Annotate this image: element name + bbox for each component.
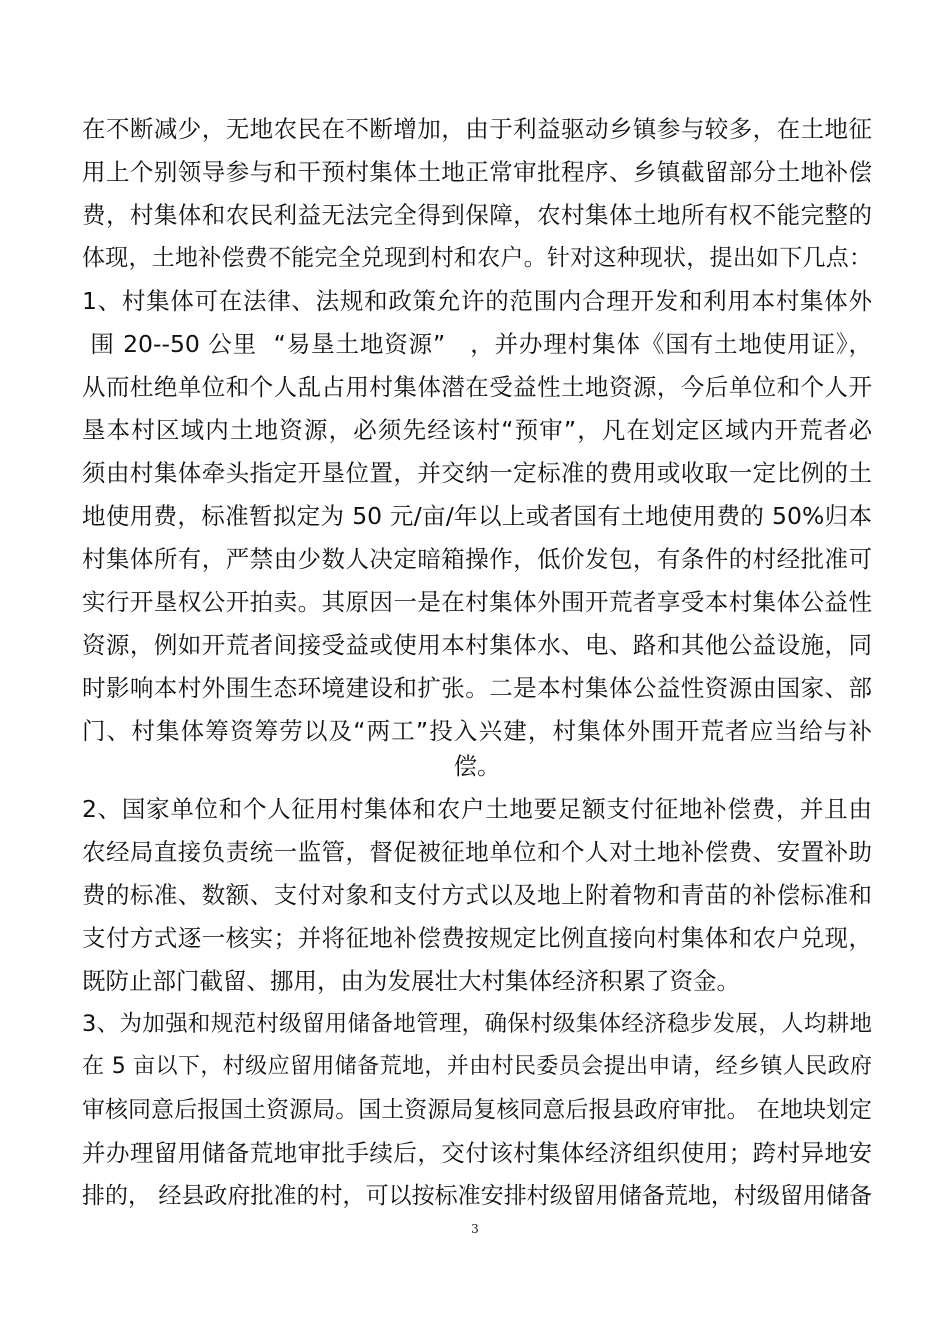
text-line: 2、国家单位和个人征用村集体和农户土地要足额支付征地补偿费，并且由 <box>82 795 872 823</box>
text-line: 从而杜绝单位和个人乱占用村集体潜在受益性土地资源，今后单位和个人开 <box>82 373 872 401</box>
text-line: 在不断减少，无地农民在不断增加，由于利益驱动乡镇参与较多，在土地征 <box>82 115 872 143</box>
text-line: 农经局直接负责统一监管，督促被征地单位和个人对土地补偿费、安置补助 <box>82 838 872 866</box>
text-line: 排的， 经县政府批准的村，可以按标准安排村级留用储备荒地，村级留用储备 <box>82 1183 872 1209</box>
text-line: 费的标准、数额、支付对象和支付方式以及地上附着物和青苗的补偿标准和 <box>82 881 872 909</box>
text-line: 1、村集体可在法律、法规和政策允许的范围内合理开发和利用本村集体外 <box>82 287 872 315</box>
text-line: 支付方式逐一核实；并将征地补偿费按规定比例直接向村集体和农户兑现， <box>82 924 872 952</box>
text-line: 实行开垦权公开拍卖。其原因一是在村集体外围开荒者享受本村集体公益性 <box>82 588 872 616</box>
text-line: 用上个别领导参与和干预村集体土地正常审批程序、乡镇截留部分土地补偿 <box>82 158 872 186</box>
text-line: 偿。 <box>453 752 501 780</box>
text-line: 在 5 亩以下，村级应留用储备荒地，并由村民委员会提出申请，经乡镇人民政府 <box>82 1054 872 1079</box>
text-line: 体现，土地补偿费不能完全兑现到村和农户。针对这种现状，提出如下几点： <box>82 245 872 271</box>
text-line: 须由村集体牵头指定开垦位置，并交纳一定标准的费用或收取一定比例的土 <box>82 459 872 487</box>
text-line: 既防止部门截留、挪用，由为发展壮大村集体经济积累了资金。 <box>82 967 740 995</box>
text-line: 费，村集体和农民利益无法完全得到保障，农村集体土地所有权不能完整的 <box>82 201 872 229</box>
text-line: 时影响本村外围生态环境建设和扩张。二是本村集体公益性资源由国家、部 <box>82 674 872 702</box>
text-line: 围 20--50 公里 “易垦土地资源” ，并办理村集体《国有土地使用证》， <box>82 330 872 358</box>
text-line: 审核同意后报国土资源局。国土资源局复核同意后报县政府审批。 在地块划定 <box>82 1097 872 1123</box>
page-number: 3 <box>471 1222 479 1236</box>
text-line: 村集体所有，严禁由少数人决定暗箱操作，低价发包，有条件的村经批准可 <box>82 545 872 573</box>
text-line: 资源，例如开荒者间接受益或使用本村集体水、电、路和其他公益设施，同 <box>82 631 872 659</box>
text-line: 地使用费，标准暂拟定为 50 元/亩/年以上或者国有土地使用费的 50%归本 <box>82 502 872 530</box>
text-line: 并办理留用储备荒地审批手续后，交付该村集体经济组织使用；跨村异地安 <box>82 1139 872 1167</box>
text-line: 垦本村区域内土地资源，必须先经该村“预审”，凡在划定区域内开荒者必 <box>82 416 872 444</box>
text-line: 3、为加强和规范村级留用储备地管理，确保村级集体经济稳步发展，人均耕地 <box>82 1011 872 1037</box>
text-line: 门、村集体筹资筹劳以及“两工”投入兴建，村集体外围开荒者应当给与补 <box>82 717 872 745</box>
